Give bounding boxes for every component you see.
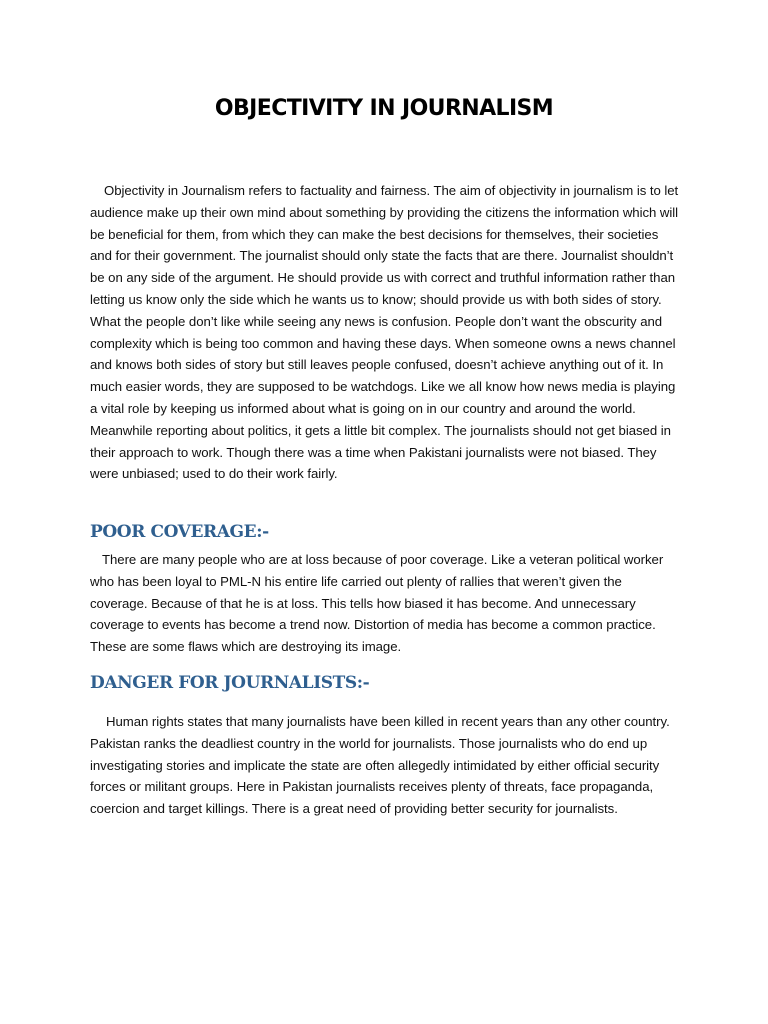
section-heading-poor-coverage: POOR COVERAGE:- — [90, 522, 269, 542]
document-title: OBJECTIVITY IN JOURNALISM — [214, 96, 554, 121]
section-body-danger-for-journalists: Human rights states that many journalists have been killed in recent years than any other country. Pakistan ranks the deadliest country in the world for journalists. Those journalists who do end up investigating stories and implicate the state are often allegedly intimidated by either official security forces or militant groups. Here in Pakistan journalists receives plenty of threats, face propaganda, coercion and target killings. There is a great need of providing better security for journalists. — [90, 714, 670, 817]
section-body-poor-coverage: There are many people who are at loss because of poor coverage. Like a veteran political worker who has been loyal to PML-N his entire life carried out plenty of rallies that weren’t given the coverage. Because of that he is at loss. This tells how biased it has become. And unnecessary coverage to events has become a trend now. Distortion of media has become a common practice. These are some flaws which are destroying its image. — [90, 552, 664, 655]
intro-paragraph: Objectivity in Journalism refers to factuality and fairness. The aim of objectivity in journalism is to let audience make up their own mind about something by providing the citizens the information which will be beneficial for them, from which they can make the best decisions for themselves, their societies and for their government. The journalist should only state the facts that are there. Journalist shouldn’t be on any side of the argument. He should provide us with correct and truthful information rather than letting us know only the side which he wants us to know; should provide us with both sides of story. What the people don’t like while seeing any news is confusion. People don’t want the obscurity and complexity which is being too common and having these days. When someone owns a news channel and knows both sides of story but still leaves people confused, doesn’t achieve anything out of it. In much easier words, they are supposed to be watchdogs. Like we all know how news media is playing a vital role by keeping us informed about what is going on in our country and around the world. Meanwhile reporting about politics, it gets a little bit complex. The journalists should not get biased in their approach to work. Though there was a time when Pakistani journalists were not biased. They were unbiased; used to do their work fairly. — [90, 183, 679, 482]
section-heading-danger-for-journalists: DANGER FOR JOURNALISTS:- — [90, 673, 370, 693]
